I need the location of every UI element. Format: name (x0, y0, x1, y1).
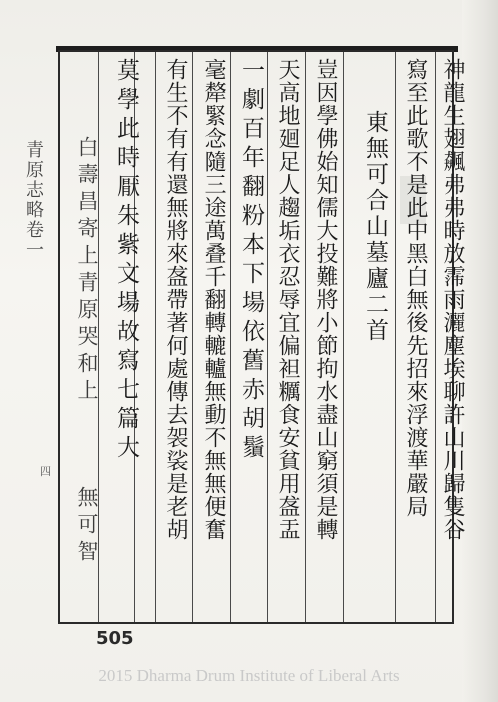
text-column-1: 神龍生翅飆弗弗時放霈雨灑塵埃聊許山川歸隻谷 (440, 58, 465, 541)
text-column-8: 有生不有有還無將來盋帶著何處傳去袈裟是老胡 (163, 58, 188, 541)
text-column-2: 寫至此歌不是此中黑白無後先招來浮渡華嚴局 (403, 58, 428, 518)
page-number: 505 (96, 628, 134, 649)
margin-leaf-mark: 四 (40, 465, 51, 478)
page-gutter (462, 0, 498, 702)
column-rule (343, 52, 344, 622)
text-column-4: 豈因學佛始知儒大投難將小節拘水盡山窮須是轉 (313, 58, 338, 541)
watermark-footer: 2015 Dharma Drum Institute of Liberal Arts (98, 666, 400, 685)
text-column-3: 東無可合山墓廬二首 (362, 110, 388, 344)
column-rule (395, 52, 396, 622)
text-column-6: 一劇百年翻粉本下場依舊赤胡鬚 (238, 58, 264, 464)
margin-title: 青原志略卷一 (23, 140, 44, 260)
column-rule (230, 52, 231, 622)
column-rule (155, 52, 156, 622)
column-rule (305, 52, 306, 622)
text-column-7: 毫犛緊念隨三途萬叠千翻轉轆轤無動不無無便奮 (201, 58, 226, 541)
text-column-9: 莫學此時厭朱紫文場故寫七篇大 (113, 58, 139, 464)
column-rule (435, 52, 436, 622)
column-rule (192, 52, 193, 622)
text-column-5: 天高地廻足人趨垢衣忍辱宜偏袒糲食安貧用盋盂 (275, 58, 300, 541)
signature-column: 無可智 (75, 486, 99, 567)
column-rule (267, 52, 268, 622)
text-column-10: 白壽昌寄上青原哭和上 (75, 136, 99, 406)
